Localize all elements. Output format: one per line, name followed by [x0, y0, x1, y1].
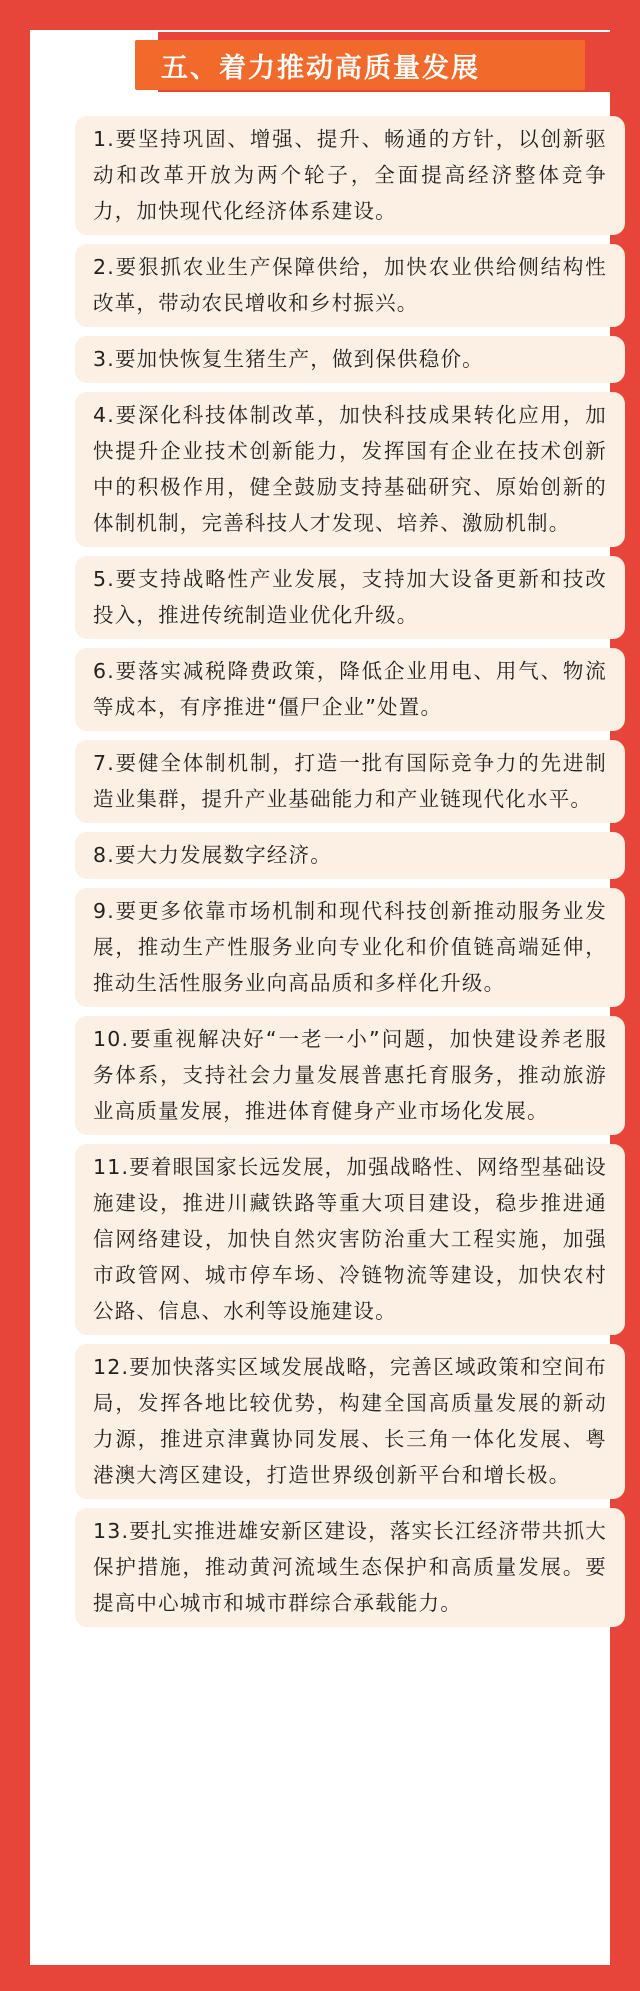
content-panel — [30, 30, 610, 1965]
item-list — [75, 116, 625, 1636]
list-item-3: 3.要加快恢复生猪生产，做到保供稳价。 — [75, 336, 625, 383]
list-item-1: 1.要坚持巩固、增强、提升、畅通的方针，以创新驱动和改革开放为两个轮子，全面提高经济整体竞争力，加快现代化经济体系建设。 — [75, 116, 625, 235]
list-item-11: 11.要着眼国家长远发展，加强战略性、网络型基础设施建设，推进川藏铁路等重大项目建设，稳步推进通信网络建设，加快自然灾害防治重大工程实施，加强市政管网、城市停车场、冷链物流等建设，加快农村公路、信息、水利等设施建设。 — [75, 1144, 625, 1335]
list-item-5: 5.要支持战略性产业发展，支持加大设备更新和技改投入，推进传统制造业优化升级。 — [75, 556, 625, 639]
list-item-9: 9.要更多依靠市场机制和现代科技创新推动服务业发展，推动生产性服务业向专业化和价值链高端延伸，推动生活性服务业向高品质和多样化升级。 — [75, 888, 625, 1007]
list-item-8: 8.要大力发展数字经济。 — [75, 832, 625, 879]
list-item-12: 12.要加快落实区域发展战略，完善区域政策和空间布局，发挥各地比较优势，构建全国高质量发展的新动力源，推进京津冀协同发展、长三角一体化发展、粤港澳大湾区建设，打造世界级创新平台和增长极。 — [75, 1344, 625, 1499]
list-item-2: 2.要狠抓农业生产保障供给，加快农业供给侧结构性改革，带动农民增收和乡村振兴。 — [75, 244, 625, 327]
list-item-7: 7.要健全体制机制，打造一批有国际竞争力的先进制造业集群，提升产业基础能力和产业链现代化水平。 — [75, 740, 625, 823]
section-title: 五、着力推动高质量发展 — [135, 40, 585, 90]
list-item-6: 6.要落实减税降费政策，降低企业用电、用气、物流等成本，有序推进“僵尸企业”处置。 — [75, 648, 625, 731]
list-item-10: 10.要重视解决好“一老一小”问题，加快建设养老服务体系，支持社会力量发展普惠托育服务，推动旅游业高质量发展，推进体育健身产业市场化发展。 — [75, 1016, 625, 1135]
list-item-13: 13.要扎实推进雄安新区建设，落实长江经济带共抓大保护措施，推动黄河流域生态保护和高质量发展。要提高中心城市和城市群综合承载能力。 — [75, 1508, 625, 1627]
list-item-4: 4.要深化科技体制改革，加快科技成果转化应用，加快提升企业技术创新能力，发挥国有企业在技术创新中的积极作用，健全鼓励支持基础研究、原始创新的体制机制，完善科技人才发现、培养、激励机制。 — [75, 392, 625, 547]
